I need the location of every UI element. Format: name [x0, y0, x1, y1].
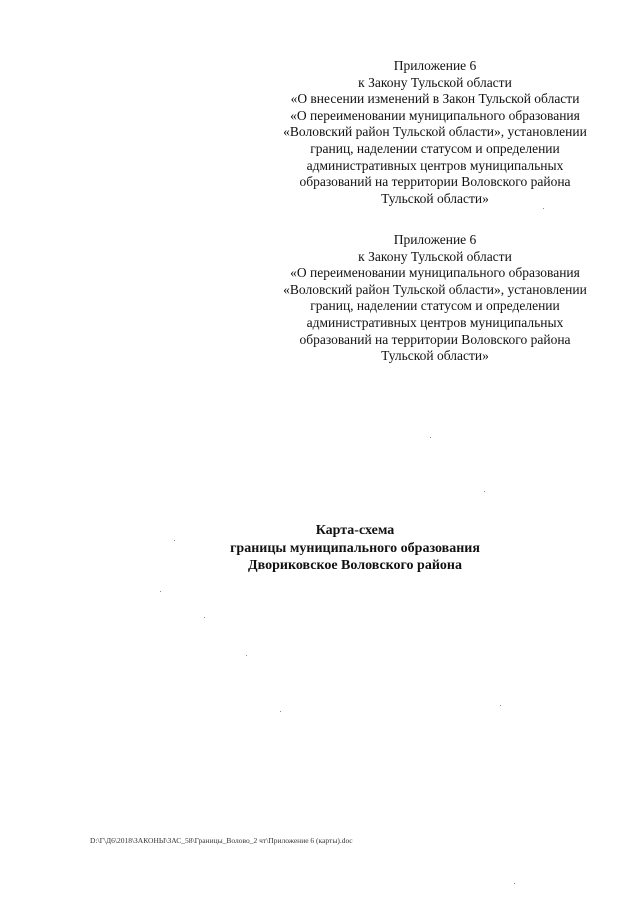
- appendix-line: образований на территории Воловского района: [299, 174, 571, 190]
- map-title-municipality: Двориковское Воловского района: [248, 558, 462, 573]
- footer-file-path: D:\Г\Д6\2018\ЗАКОНЫ\ЗАС_58\Границы_Волово_2 чт\Приложение 6 (карты).doc: [90, 836, 353, 845]
- appendix-line: образований на территории Воловского района: [299, 331, 571, 347]
- map-title-subject: границы муниципального образования: [230, 540, 480, 556]
- scan-speck: [500, 705, 501, 706]
- appendix-line: Тульской области»: [381, 348, 489, 364]
- appendix-line: «О внесении изменений в Закон Тульской области: [290, 91, 580, 107]
- scan-speck: [484, 491, 485, 492]
- appendix-line: границ, наделении статусом и определении: [310, 298, 560, 314]
- appendix-line: административных центров муниципальных: [306, 157, 564, 173]
- appendix-number: Приложение 6: [393, 58, 477, 73]
- appendix-law-ref: к Закону Тульской области: [358, 248, 512, 264]
- appendix-line: «Воловский район Тульской области», установлении: [283, 124, 587, 140]
- appendix-line: границ, наделении статусом и определении: [310, 140, 560, 156]
- appendix-number: Приложение 6: [393, 232, 477, 247]
- scan-speck: [280, 711, 281, 712]
- scan-speck: [430, 437, 431, 438]
- appendix-header-original: [262, 232, 608, 365]
- scan-speck: [174, 540, 175, 541]
- scan-speck: [246, 655, 247, 656]
- appendix-line: «О переименовании муниципального образования: [290, 107, 580, 123]
- appendix-line: «О переименовании муниципального образования: [290, 265, 580, 281]
- appendix-line: административных центров муниципальных: [306, 314, 564, 330]
- map-title-heading: Карта-схема: [315, 523, 395, 538]
- appendix-law-ref: к Закону Тульской области: [358, 74, 512, 90]
- appendix-line: Тульской области»: [381, 190, 489, 206]
- scan-speck: [204, 617, 205, 618]
- scan-speck: [514, 883, 515, 884]
- appendix-header-amendment: [262, 58, 608, 207]
- map-scheme-title: [190, 522, 520, 575]
- scan-speck: [160, 591, 161, 592]
- scan-speck: [543, 208, 544, 209]
- appendix-line: «Воловский район Тульской области», установлении: [283, 281, 587, 297]
